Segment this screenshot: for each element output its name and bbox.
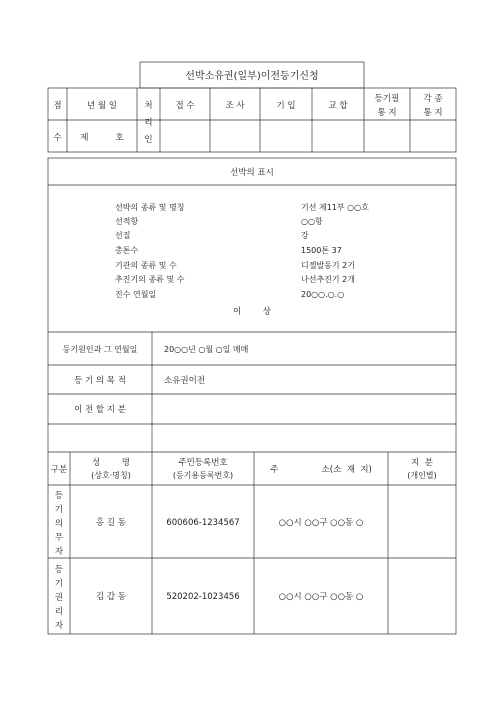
reception-number-label: 제 호: [80, 133, 124, 143]
ship-port-label: 선적항: [115, 217, 139, 226]
ship-section-heading: 선박의 표시: [230, 168, 274, 178]
party-header-share-1: 지 분: [411, 458, 433, 468]
holder-name: 김 갑 동: [95, 592, 127, 602]
obligor-address: ○○시 ○○구 ○○동 ○: [278, 518, 364, 528]
ship-type-name-value: 기선 제11부 ○○호: [301, 203, 369, 212]
obligor-type-char-2: 기: [54, 505, 64, 515]
column-check: 교 합: [328, 101, 348, 111]
ship-launch-date-value: 20○○.○.○: [301, 290, 345, 299]
party-header-address: 주 소(소 재 지): [270, 465, 372, 475]
ship-tonnage-label: 총톤수: [115, 246, 139, 255]
form-title: 선박소유권(일부)이전등기신청: [185, 71, 319, 82]
holder-address: ○○시 ○○구 ○○동 ○: [278, 592, 364, 602]
processor-label-3: 인: [144, 135, 153, 145]
obligor-type-char-3: 의: [54, 519, 64, 529]
ship-launch-date-label: 진수 연월일: [115, 290, 157, 299]
obligor-name: 홍 길 동: [95, 518, 127, 528]
notify-needed-label-2: 통 지: [377, 108, 397, 118]
ship-material-value: 강: [301, 231, 309, 240]
reception-jeom-label: 점: [53, 101, 62, 111]
transfer-share-label: 이 전 할 지 분: [74, 405, 126, 415]
each-notify-label-2: 통 지: [423, 108, 443, 118]
ship-engine-value: 디젤발동기 2기: [301, 261, 356, 270]
ship-material-label: 선질: [115, 231, 131, 240]
ship-propeller-value: 나선추진기 2개: [301, 275, 356, 284]
party-header-name-1: 성 명: [91, 458, 131, 468]
holder-type-char-2: 기: [54, 579, 64, 589]
main-table: [48, 158, 456, 634]
ship-port-value: ○○항: [301, 217, 323, 226]
table-row: [55, 491, 363, 557]
cause-value: 20○○년 ○월 ○일 매매: [164, 345, 249, 354]
holder-type-char-3: 권: [54, 593, 64, 603]
ship-type-name-label: 선박의 종류 및 명칭: [115, 203, 185, 212]
obligor-type-char-5: 자: [54, 547, 64, 557]
holder-type-char-4: 리: [54, 607, 64, 617]
notify-needed-label-1: 등기필: [374, 94, 400, 104]
party-header-regno-1: 주민등록번호: [178, 458, 228, 468]
ship-tonnage-value: 1500톤 37: [301, 246, 342, 255]
obligor-type-char-4: 무: [54, 533, 64, 543]
ship-propeller-label: 추진기의 종류 및 수: [115, 275, 185, 284]
each-notify-label-1: 각 종: [423, 94, 443, 104]
ship-engine-label: 기관의 종류 및 수: [115, 261, 177, 270]
party-header-share-2: (개인별): [407, 471, 437, 480]
processor-label-2: 리: [144, 118, 153, 128]
holder-type-char-5: 자: [54, 621, 64, 631]
party-header-type: 구분: [50, 465, 68, 475]
column-reception: 접 수: [175, 101, 195, 111]
party-header-regno-2: (등기용등록번호): [172, 471, 234, 480]
purpose-value: 소유권이전: [164, 376, 206, 386]
holder-reg-no: 520202-1023456: [166, 592, 240, 602]
ship-details: [115, 202, 369, 299]
ship-section-closing: 이 상: [232, 307, 272, 317]
reception-date-label: 년 월 일: [86, 101, 118, 111]
processor-label-1: 처: [144, 101, 153, 111]
column-investigation: 조 사: [225, 101, 245, 111]
column-entry: 기 입: [276, 101, 296, 111]
obligor-reg-no: 600606-1234567: [166, 518, 240, 528]
holder-type-char-1: 등: [54, 565, 64, 575]
party-header-name-2: (상호·명칭): [91, 471, 131, 480]
table-row: [55, 565, 363, 631]
purpose-label: 등 기 의 목 적: [74, 376, 126, 386]
obligor-type-char-1: 등: [54, 491, 64, 501]
reception-su-label: 수: [53, 133, 62, 143]
cause-label: 등기원인과 그 연월일: [62, 345, 138, 354]
